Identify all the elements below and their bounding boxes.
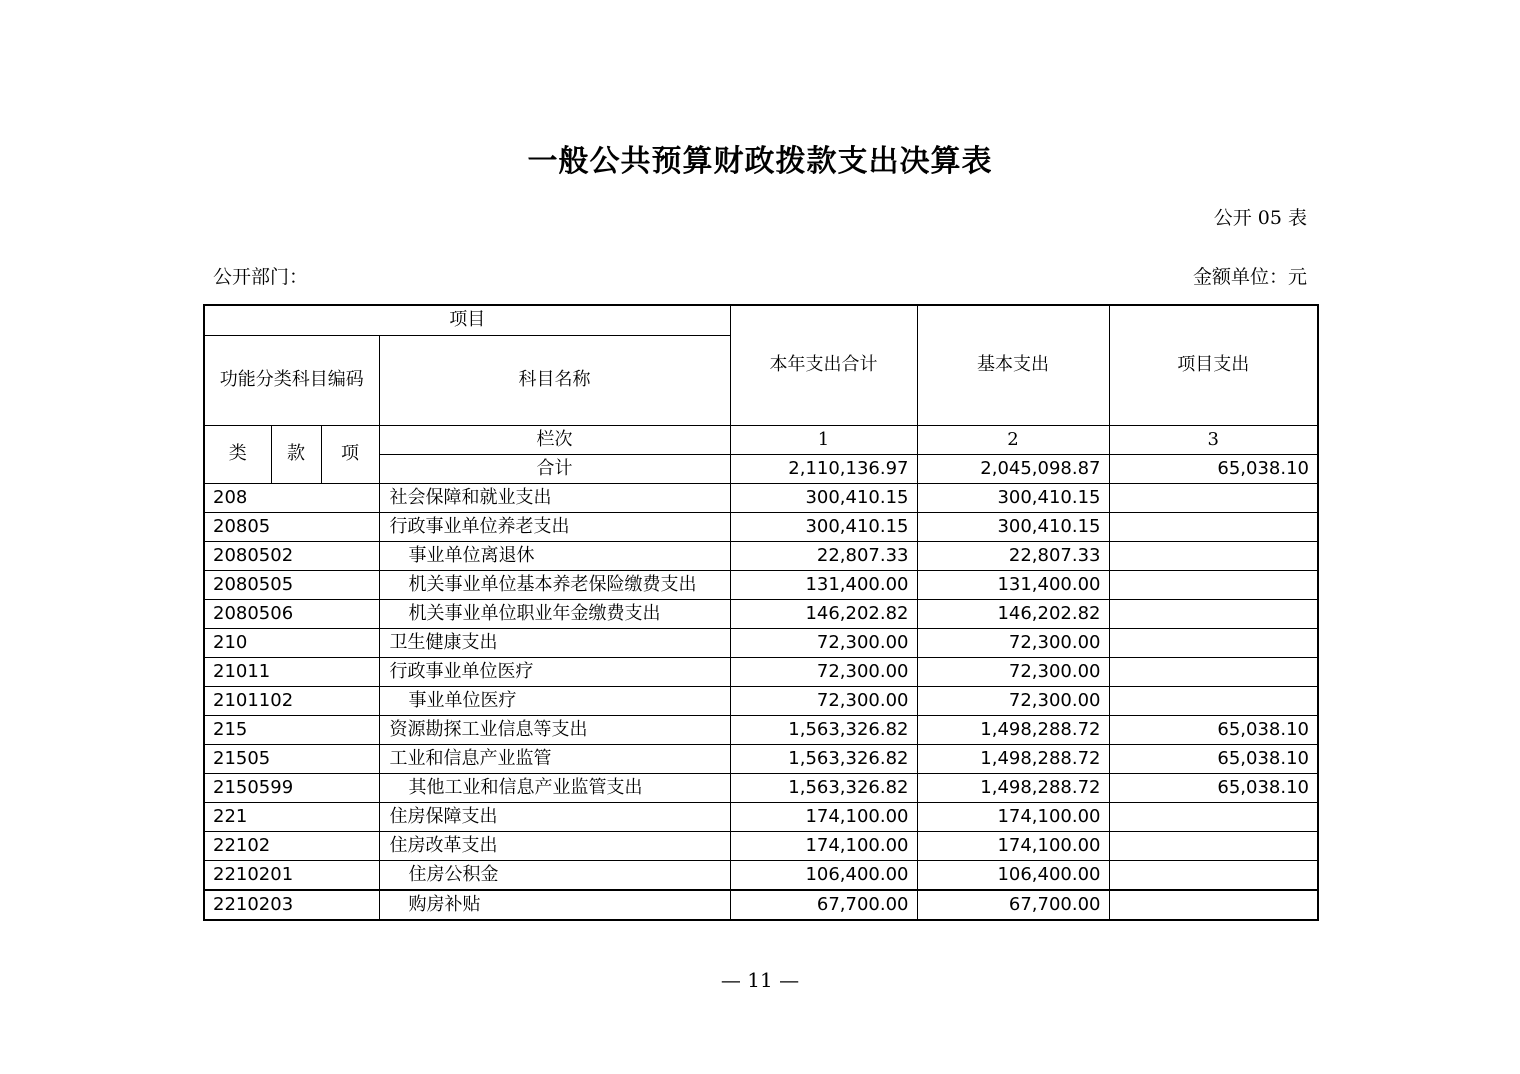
row-name: 资源勘探工业信息等支出 xyxy=(379,715,730,744)
row-basic: 72,300.00 xyxy=(917,686,1109,715)
header-function-code: 功能分类科目编码 xyxy=(204,335,379,425)
row-name: 住房公积金 xyxy=(379,860,730,890)
table-row xyxy=(204,541,1318,570)
row-project xyxy=(1109,686,1318,715)
header-project-expense: 项目支出 xyxy=(1109,305,1318,425)
row-basic: 174,100.00 xyxy=(917,802,1109,831)
row-project xyxy=(1109,831,1318,860)
sum-total: 2,110,136.97 xyxy=(730,454,917,483)
row-total: 300,410.15 xyxy=(730,512,917,541)
row-project xyxy=(1109,599,1318,628)
row-project xyxy=(1109,890,1318,920)
row-code: 21505 xyxy=(204,744,379,773)
row-total: 106,400.00 xyxy=(730,860,917,890)
row-total: 72,300.00 xyxy=(730,628,917,657)
row-project: 65,038.10 xyxy=(1109,773,1318,802)
row-basic: 131,400.00 xyxy=(917,570,1109,599)
page-number: — 11 — xyxy=(720,968,800,992)
header-column-index: 栏次 xyxy=(379,425,730,454)
table-row xyxy=(204,657,1318,686)
table-row xyxy=(204,744,1318,773)
row-total: 72,300.00 xyxy=(730,686,917,715)
header-basic: 基本支出 xyxy=(917,305,1109,425)
header-col-1: 1 xyxy=(730,425,917,454)
table-row xyxy=(204,599,1318,628)
row-code: 210 xyxy=(204,628,379,657)
row-basic: 1,498,288.72 xyxy=(917,773,1109,802)
row-project xyxy=(1109,541,1318,570)
row-basic: 300,410.15 xyxy=(917,512,1109,541)
row-basic: 22,807.33 xyxy=(917,541,1109,570)
row-project xyxy=(1109,802,1318,831)
row-name: 机关事业单位职业年金缴费支出 xyxy=(379,599,730,628)
row-total: 131,400.00 xyxy=(730,570,917,599)
row-basic: 72,300.00 xyxy=(917,628,1109,657)
row-total: 1,563,326.82 xyxy=(730,744,917,773)
row-basic: 67,700.00 xyxy=(917,890,1109,920)
row-name: 住房保障支出 xyxy=(379,802,730,831)
row-basic: 72,300.00 xyxy=(917,657,1109,686)
header-col-3: 3 xyxy=(1109,425,1318,454)
expenditure-table xyxy=(203,304,1319,921)
table-row xyxy=(204,570,1318,599)
row-name: 行政事业单位养老支出 xyxy=(379,512,730,541)
row-name: 工业和信息产业监管 xyxy=(379,744,730,773)
row-code: 2150599 xyxy=(204,773,379,802)
row-project: 65,038.10 xyxy=(1109,744,1318,773)
row-total: 67,700.00 xyxy=(730,890,917,920)
row-code: 2101102 xyxy=(204,686,379,715)
table-row xyxy=(204,686,1318,715)
row-basic: 1,498,288.72 xyxy=(917,715,1109,744)
row-code: 20805 xyxy=(204,512,379,541)
row-code: 2210201 xyxy=(204,860,379,890)
table-row xyxy=(204,831,1318,860)
row-project xyxy=(1109,483,1318,512)
header-kuan: 款 xyxy=(271,425,321,483)
form-number: 公开 05 表 xyxy=(1213,207,1307,229)
table-row xyxy=(204,628,1318,657)
row-name: 其他工业和信息产业监管支出 xyxy=(379,773,730,802)
table-row xyxy=(204,512,1318,541)
header-subject-name: 科目名称 xyxy=(379,335,730,425)
header-lei: 类 xyxy=(204,425,271,483)
header-xiang: 项 xyxy=(321,425,379,483)
row-code: 215 xyxy=(204,715,379,744)
table-row xyxy=(204,483,1318,512)
row-project xyxy=(1109,512,1318,541)
table-row xyxy=(204,773,1318,802)
department-label: 公开部门： xyxy=(213,266,309,288)
row-basic: 1,498,288.72 xyxy=(917,744,1109,773)
table-body xyxy=(204,483,1318,920)
table-row xyxy=(204,715,1318,744)
row-code: 22102 xyxy=(204,831,379,860)
row-name: 社会保障和就业支出 xyxy=(379,483,730,512)
row-code: 2210203 xyxy=(204,890,379,920)
row-project: 65,038.10 xyxy=(1109,715,1318,744)
row-name: 事业单位离退休 xyxy=(379,541,730,570)
row-basic: 106,400.00 xyxy=(917,860,1109,890)
row-code: 21011 xyxy=(204,657,379,686)
row-name: 机关事业单位基本养老保险缴费支出 xyxy=(379,570,730,599)
row-code: 2080505 xyxy=(204,570,379,599)
table-row xyxy=(204,860,1318,890)
page-title: 一般公共预算财政拨款支出决算表 xyxy=(527,144,993,179)
row-project xyxy=(1109,628,1318,657)
header-col-2: 2 xyxy=(917,425,1109,454)
row-code: 221 xyxy=(204,802,379,831)
row-total: 1,563,326.82 xyxy=(730,715,917,744)
row-name: 购房补贴 xyxy=(379,890,730,920)
sum-basic: 2,045,098.87 xyxy=(917,454,1109,483)
row-total: 1,563,326.82 xyxy=(730,773,917,802)
row-basic: 300,410.15 xyxy=(917,483,1109,512)
table-row xyxy=(204,890,1318,920)
row-project xyxy=(1109,657,1318,686)
row-name: 卫生健康支出 xyxy=(379,628,730,657)
row-project xyxy=(1109,860,1318,890)
row-basic: 174,100.00 xyxy=(917,831,1109,860)
row-name: 事业单位医疗 xyxy=(379,686,730,715)
row-code: 208 xyxy=(204,483,379,512)
sum-label: 合计 xyxy=(379,454,730,483)
header-project: 项目 xyxy=(204,305,730,335)
sum-project: 65,038.10 xyxy=(1109,454,1318,483)
row-total: 300,410.15 xyxy=(730,483,917,512)
row-code: 2080506 xyxy=(204,599,379,628)
row-code: 2080502 xyxy=(204,541,379,570)
row-total: 146,202.82 xyxy=(730,599,917,628)
header-total: 本年支出合计 xyxy=(730,305,917,425)
row-total: 72,300.00 xyxy=(730,657,917,686)
row-basic: 146,202.82 xyxy=(917,599,1109,628)
row-total: 174,100.00 xyxy=(730,831,917,860)
table-row xyxy=(204,802,1318,831)
row-name: 住房改革支出 xyxy=(379,831,730,860)
row-total: 22,807.33 xyxy=(730,541,917,570)
row-project xyxy=(1109,570,1318,599)
row-name: 行政事业单位医疗 xyxy=(379,657,730,686)
amount-unit-label: 金额单位：元 xyxy=(1192,266,1307,288)
table-header xyxy=(204,305,1318,483)
row-total: 174,100.00 xyxy=(730,802,917,831)
